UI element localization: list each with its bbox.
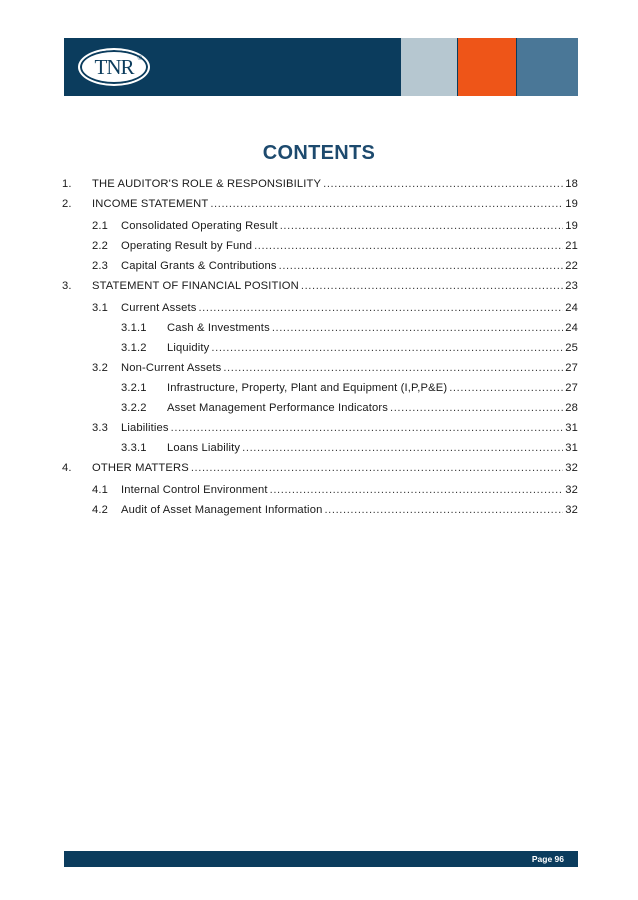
dot-leader bbox=[171, 420, 564, 436]
toc-entry[interactable] bbox=[62, 196, 578, 212]
toc-entry-page: 32 bbox=[565, 484, 578, 496]
toc-entry-number: 4.2 bbox=[92, 504, 109, 516]
toc-entry[interactable] bbox=[121, 340, 578, 356]
toc-entry-label: Operating Result by Fund bbox=[121, 240, 253, 252]
dot-leader bbox=[280, 218, 564, 234]
toc-entry-number: 3.2.2 bbox=[121, 402, 147, 414]
dot-leader bbox=[210, 196, 563, 212]
toc-entry-label: Audit of Asset Management Information bbox=[121, 504, 323, 516]
toc-entry-page: 27 bbox=[565, 362, 578, 374]
toc-entry[interactable] bbox=[62, 176, 578, 192]
dot-leader bbox=[323, 176, 563, 192]
toc-entry[interactable] bbox=[121, 440, 578, 456]
toc-entry[interactable] bbox=[121, 400, 578, 416]
toc-entry[interactable] bbox=[92, 300, 578, 316]
header-color-block-steel bbox=[517, 38, 578, 96]
toc-entry-page: 18 bbox=[565, 178, 578, 190]
toc-entry-number: 2.2 bbox=[92, 240, 109, 252]
toc-entry-number: 3.2 bbox=[92, 362, 109, 374]
toc-entry-number: 2. bbox=[62, 198, 72, 210]
toc-entry-page: 32 bbox=[565, 462, 578, 474]
header-color-block-orange bbox=[458, 38, 516, 96]
toc-entry[interactable] bbox=[92, 218, 578, 234]
page-number: Page 96 bbox=[531, 854, 564, 864]
toc-entry-label: Capital Grants & Contributions bbox=[121, 260, 277, 272]
toc-entry[interactable] bbox=[92, 502, 578, 518]
toc-entry-page: 19 bbox=[565, 198, 578, 210]
toc-entry-number: 4.1 bbox=[92, 484, 109, 496]
toc-entry-page: 31 bbox=[565, 442, 578, 454]
toc-entry-label: Consolidated Operating Result bbox=[121, 220, 278, 232]
toc-entry-page: 31 bbox=[565, 422, 578, 434]
toc-entry[interactable] bbox=[62, 460, 578, 476]
toc-entry-number: 3.1 bbox=[92, 302, 109, 314]
registered-mark: ® bbox=[137, 56, 142, 62]
toc-entry-page: 19 bbox=[565, 220, 578, 232]
toc-entry-label: Liabilities bbox=[121, 422, 169, 434]
toc-entry-label: INCOME STATEMENT bbox=[92, 198, 209, 210]
toc-entry-label: Internal Control Environment bbox=[121, 484, 268, 496]
header-band bbox=[64, 38, 578, 96]
toc-entry-page: 28 bbox=[565, 402, 578, 414]
dot-leader bbox=[272, 320, 563, 336]
toc-entry[interactable] bbox=[92, 482, 578, 498]
dot-leader bbox=[390, 400, 563, 416]
dot-leader bbox=[254, 238, 563, 254]
page-title: CONTENTS bbox=[262, 142, 376, 164]
dot-leader bbox=[279, 258, 564, 274]
toc-entry-number: 3. bbox=[62, 280, 72, 292]
dot-leader bbox=[211, 340, 563, 356]
toc-entry-number: 3.1.1 bbox=[121, 322, 147, 334]
toc-entry-label: THE AUDITOR'S ROLE & RESPONSIBILITY bbox=[92, 178, 322, 190]
toc-entry[interactable] bbox=[92, 360, 578, 376]
toc-entry-label: Current Assets bbox=[121, 302, 197, 314]
dot-leader bbox=[242, 440, 563, 456]
toc-entry-label: Asset Management Performance Indicators bbox=[167, 402, 389, 414]
dot-leader bbox=[301, 278, 563, 294]
toc-entry[interactable] bbox=[92, 238, 578, 254]
footer-band bbox=[64, 851, 578, 867]
toc-entry-label: Cash & Investments bbox=[167, 322, 270, 334]
toc-entry-label: Infrastructure, Property, Plant and Equipment (I,P,P&E) bbox=[167, 382, 448, 394]
header-color-block-light bbox=[401, 38, 457, 96]
toc-entry-number: 2.3 bbox=[92, 260, 109, 272]
dot-leader bbox=[223, 360, 563, 376]
toc-entry-number: 3.3.1 bbox=[121, 442, 147, 454]
toc-entry-page: 25 bbox=[565, 342, 578, 354]
toc-entry[interactable] bbox=[92, 258, 578, 274]
toc-entry-page: 23 bbox=[565, 280, 578, 292]
dot-leader bbox=[191, 460, 563, 476]
dot-leader bbox=[449, 380, 563, 396]
toc-entry-label: STATEMENT OF FINANCIAL POSITION bbox=[92, 280, 299, 292]
toc-entry[interactable] bbox=[121, 320, 578, 336]
toc-entry-label: OTHER MATTERS bbox=[92, 462, 189, 474]
toc-entry-number: 3.2.1 bbox=[121, 382, 147, 394]
toc-entry-page: 22 bbox=[565, 260, 578, 272]
toc-entry-number: 3.3 bbox=[92, 422, 109, 434]
dot-leader bbox=[198, 300, 563, 316]
toc-entry[interactable] bbox=[121, 380, 578, 396]
toc-entry-page: 24 bbox=[565, 322, 578, 334]
toc-entry-page: 24 bbox=[565, 302, 578, 314]
toc-entry-number: 1. bbox=[62, 178, 72, 190]
toc-entry-number: 2.1 bbox=[92, 220, 109, 232]
dot-leader bbox=[270, 482, 564, 498]
toc-entry-page: 21 bbox=[565, 240, 578, 252]
toc-entry-label: Non-Current Assets bbox=[121, 362, 222, 374]
toc-entry-number: 3.1.2 bbox=[121, 342, 147, 354]
toc-entry[interactable] bbox=[92, 420, 578, 436]
toc-entry-number: 4. bbox=[62, 462, 72, 474]
toc-entry-page: 32 bbox=[565, 504, 578, 516]
toc-entry[interactable] bbox=[62, 278, 578, 294]
logo-text: TNR bbox=[94, 55, 134, 79]
toc-entry-label: Loans Liability bbox=[167, 442, 241, 454]
toc-entry-page: 27 bbox=[565, 382, 578, 394]
dot-leader bbox=[324, 502, 563, 518]
toc-entry-label: Liquidity bbox=[167, 342, 210, 354]
tnr-logo bbox=[78, 48, 150, 86]
